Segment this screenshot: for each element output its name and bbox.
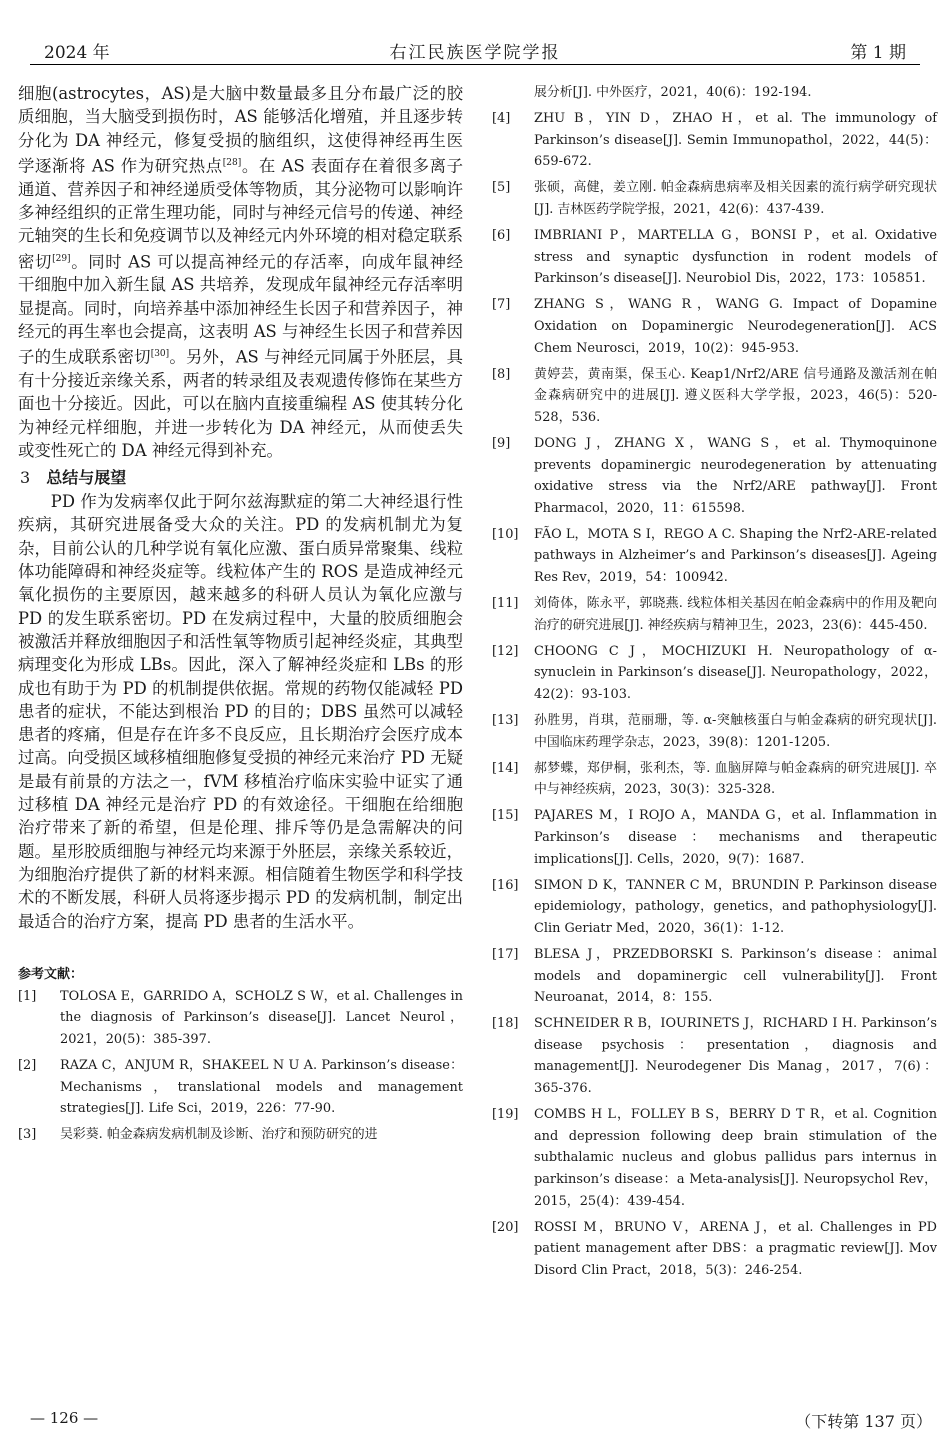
- reference-item: [19] COMBS H L，FOLLEY B S，BERRY D T R，et al. Cognition and depression following deep brain stimulation of the subthalamic nucleus and globus pallidus pars internus in parkinson’s disease：a Meta-analysis[J]. Neuropsychol Rev，2015，25(4)：439-454.: [492, 1107, 937, 1209]
- citation-30[interactable]: [30]: [150, 349, 170, 360]
- reference-item: [7] ZHANG S，WANG R，WANG G. Impact of Dopamine Oxidation on Dopaminergic Neurodegeneration[J]. ACS Chem Neurosci，2019，10(2)：945-953.: [492, 297, 937, 356]
- right-column: [492, 82, 937, 1286]
- body-paragraph-conclusion: PD 作为发病率仅此于阿尔兹海默症的第二大神经退行性疾病，其研究进展备受大众的关注。PD 的发病机制尤为复杂，目前公认的几种学说有氧化应激、蛋白质异常聚集、线粒体功能障碍和神经炎症等。线粒体产生的 ROS 是造成神经元氧化损伤的主要原因，越来越多的科研人员认为氧化应激与 PD 的发生联系密切。PD 在发病过程中，大量的胶质细胞会被激活并释放细胞因子和活性氧等物质引起神经炎症，其典型病理变化为形成 LBs。因此，深入了解神经炎症和 LBs 的形成也有助于为 PD 的机制提供依据。常规的药物仅能减轻 PD 患者的症状，不能达到根治 PD 的目的；DBS 虽然可以减轻患者的疼痛，但是存在许多不良反应，且长期治疗会医疗成本过高。向受损区域移植细胞修复受损的神经元来治疗 PD 无疑是最有前景的方法之一，fVM 移植治疗临床实验中证实了通过移植 DA 神经元是治疗 PD 的有效途径。干细胞在给细胞治疗带来了新的希望，但是伦理、排斥等仍是急需解决的问题。星形胶质细胞与神经元均来源于外胚层，亲缘关系较近，为细胞治疗提供了新的材料来源。相信随着生物医学和科学技术的不断发展，科研人员将逐步揭示 PD 的发病机制，制定出最适合的治疗方案，提高 PD 患者的生活水平。: [18, 492, 463, 931]
- reference-continuation: 展分析[J]. 中外医疗，2021，40(6)：192-194.: [534, 85, 812, 100]
- header-journal-name: 右江民族医学院学报: [389, 43, 561, 63]
- reference-list-right: [492, 108, 937, 1281]
- citation-29[interactable]: [29]: [52, 253, 71, 264]
- reference-item: [17] BLESA J，PRZEDBORSKI S. Parkinson’s disease：animal models and dopaminergic cell vulnerability[J]. Front Neuroanat，2014，8：155.: [492, 946, 937, 1006]
- header-issue: 第 1 期: [850, 43, 906, 63]
- reference-item: [6] IMBRIANI P，MARTELLA G，BONSI P，et al. Oxidative stress and synaptic dysfunction in rodent models of Parkinson’s disease[J]. Neurobiol Dis，2022，173：105851.: [492, 228, 937, 287]
- reference-item: [13] 孙胜男，肖琪，范丽珊，等. α-突触核蛋白与帕金森病的研究现状[J]. 中国临床药理学杂志，2023，39(8)：1201-1205.: [492, 713, 937, 750]
- reference-item: [5] 张硕，高健，姜立刚. 帕金森病患病率及相关因素的流行病学研究现状[J]. 吉林医药学院学报，2021，42(6)：437-439.: [492, 180, 937, 217]
- reference-item: [20] ROSSI M，BRUNO V，ARENA J，et al. Challenges in PD patient management after DBS：a pragmatic review[J]. Mov Disord Clin Pract，2018，5(3)：246-254.: [492, 1219, 937, 1278]
- reference-list-left: [18, 986, 463, 1146]
- references-heading: 参考文献：: [18, 966, 84, 982]
- reference-item: [10] FÃO L，MOTA S I，REGO A C. Shaping the Nrf2-ARE-related pathways in Alzheimer’s and Parkinson’s diseases[J]. Ageing Res Rev，2019，54：100942.: [492, 526, 937, 585]
- header-year: 2024 年: [44, 43, 110, 63]
- running-header: [30, 28, 920, 65]
- section-heading: [20, 465, 463, 488]
- body-paragraph-astrocytes: 细胞(astrocytes，AS)是大脑中数量最多且分布最广泛的胶质细胞，当大脑受到损伤时，AS 能够活化增殖，并且逐步转分化为 DA 神经元，修复受损的脑组织，这使得神经再生医学逐渐将 AS 作为研究热点[28]。在 AS 表面存在着很多离子通道、营养因子和神经递质受体等物质，其分泌物可以影响许多神经组织的正常生理功能，同时与神经元信号的传递、神经元轴突的生长和免疫调节以及神经元内外环境的相对稳定联系密切[29]。同时 AS 可以提高神经元的存活率，向成年鼠神经干细胞中加入新生鼠 AS 共培养，发现成年鼠神经元存活率明显提高。同时，向培养基中添加神经生长因子和营养因子，神经元的再生率也会提高，这表明 AS 与神经生长因子和营养因子的生成联系密切[30]。另外，AS 与神经元同属于外胚层，具有十分接近亲缘关系，两者的转录组及表观遗传修饰在某些方面也十分接近。因此，可以在脑内直接重编程 AS 使其转分化为神经元样细胞，并进一步转化为 DA 神经元，从而使丢失或变性死亡的 DA 神经元得到补充。: [18, 84, 464, 460]
- reference-item: [16] SIMON D K，TANNER C M，BRUNDIN P. Parkinson disease epidemiology，pathology，genetics，and pathophysiology[J]. Clin Geriatr Med，2020，36(1)：1-12.: [492, 877, 937, 936]
- reference-item: [9] DONG J，ZHANG X，WANG S，et al. Thymoquinone prevents dopaminergic neurodegeneration by attenuating oxidative stress via the Nrf2/ARE pathway[J]. Front Pharmacol，2020，11：615598.: [492, 435, 937, 516]
- reference-item: [2] RAZA C，ANJUM R，SHAKEEL N U A. Parkinson’s disease：Mechanisms，translational models and management strategies[J]. Life Sci，2019，226：77-90.: [18, 1058, 463, 1117]
- reference-item: [4] ZHU B，YIN D，ZHAO H，et al. The immunology of Parkinson’s disease[J]. Semin Immunopathol，2022，44(5)：659-672.: [492, 111, 937, 170]
- page-number: — 126 —: [30, 1409, 99, 1427]
- reference-item: [14] 郝梦蝶，郑伊桐，张利杰，等. 血脑屏障与帕金森病的研究进展[J]. 卒中与神经疾病，2023，30(3)：325-328.: [492, 760, 937, 798]
- reference-item: [3] 吴彩葵. 帕金森病发病机制及诊断、治疗和预防研究的进: [18, 1127, 378, 1143]
- reference-item: [8] 黄婷芸，黄南渠，保玉心. Keap1/Nrf2/ARE 信号通路及激活剂在帕金森病研究中的进展[J]. 遵义医科大学学报，2023，46(5)：520-528，536.: [492, 366, 937, 425]
- citation-28[interactable]: [28]: [222, 157, 242, 168]
- continued-note: （下转第 137 页）: [795, 1412, 932, 1431]
- section-number: 3: [20, 468, 31, 488]
- reference-item: [18] SCHNEIDER R B，IOURINETS J，RICHARD I H. Parkinson’s disease psychosis：presentation，diagnosis and management[J]. Neurodegener Dis Manag，2017，7(6)：365-376.: [492, 1016, 937, 1097]
- left-column: [18, 82, 463, 1150]
- reference-item: [15] PAJARES M，I ROJO A，MANDA G，et al. Inflammation in Parkinson’s disease：mechanisms and therapeutic implications[J]. Cells，2020，9(7)：1687.: [492, 808, 937, 867]
- reference-item: [1] TOLOSA E，GARRIDO A，SCHOLZ S W，et al. Challenges in the diagnosis of Parkinson’s disease[J]. Lancet Neurol，2021，20(5)：385-397.: [18, 988, 463, 1047]
- reference-item: [11] 刘倚体，陈永平，郭晓燕. 线粒体相关基因在帕金森病中的作用及靶向治疗的研究进展[J]. 神经疾病与精神卫生，2023，23(6)：445-450.: [492, 596, 937, 633]
- reference-item: [12] CHOONG C J，MOCHIZUKI H. Neuropathology of α-synuclein in Parkinson’s disease[J]. Neuropathology，2022，42(2)：93-103.: [492, 643, 937, 702]
- section-title: 总结与展望: [46, 468, 127, 488]
